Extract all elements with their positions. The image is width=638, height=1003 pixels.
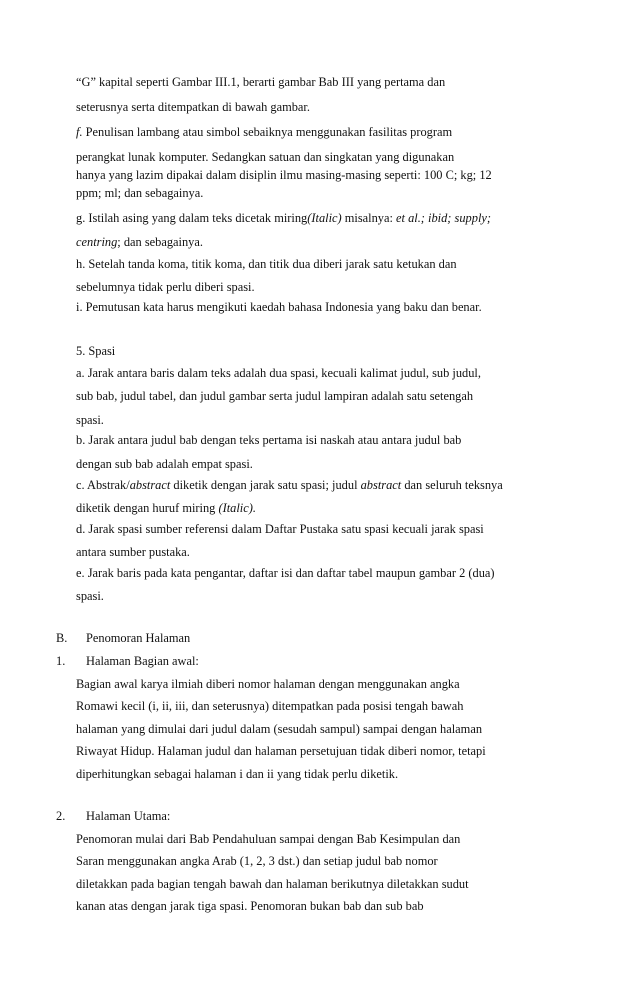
item-2-line: kanan atas dengan jarak tiga spasi. Penomoran bukan bab dan sub bab [76,899,424,913]
italic-term: centring [76,235,118,249]
spasi-heading: 5. Spasi [76,344,116,358]
item-h-line: h. Setelah tanda koma, titik koma, dan titik dua diberi jarak satu ketukan dan [76,257,457,271]
item-1-line: Romawi kecil (i, ii, iii, dan seterusnya) ditempatkan pada posisi tengah bawah [76,699,464,713]
item-2-number: 2. [56,809,66,823]
spasi-c-text: dan seluruh teksnya [401,478,503,492]
item-2-line: diletakkan pada bagian tengah bawah dan halaman berikutnya diletakkan sudut [76,877,469,891]
section-b-title: Penomoran Halaman [86,631,191,645]
section-b-label: B. [56,631,68,645]
item-f-line [76,124,452,140]
section-b-heading [56,630,190,646]
item-2-line: Saran menggunakan angka Arab (1, 2, 3 dst.) dan setiap judul bab nomor [76,854,438,868]
spasi-c-text: c. Abstrak/ [76,478,130,492]
italic-term: (Italic) [307,211,342,225]
item-f-line: hanya yang lazim dipakai dalam disiplin ilmu masing-masing seperti: 100 C; kg; 12 [76,168,492,182]
spasi-e-line: spasi. [76,589,104,603]
spasi-c-line [76,500,256,516]
paragraph-line: “G” kapital seperti Gambar III.1, berarti gambar Bab III yang pertama dan [76,75,446,89]
item-f-line: perangkat lunak komputer. Sedangkan satuan dan singkatan yang digunakan [76,150,455,164]
italic-term: abstract [360,478,402,492]
item-2-heading [56,808,170,824]
spasi-a-line: sub bab, judul tabel, dan judul gambar serta judul lampiran adalah satu setengah [76,389,474,403]
italic-examples: et al.; ibid; supply; [396,211,492,225]
spasi-c-text: diketik dengan huruf miring [76,501,219,515]
item-g-line [76,234,203,250]
item-i-line: i. Pemutusan kata harus mengikuti kaedah bahasa Indonesia yang baku dan benar. [76,300,482,314]
item-h-line: sebelumnya tidak perlu diberi spasi. [76,280,255,294]
spasi-e-line: e. Jarak baris pada kata pengantar, daftar isi dan daftar tabel maupun gambar 2 (dua) [76,566,495,580]
paragraph-line: seterusnya serta ditempatkan di bawah gambar. [76,100,310,114]
item-1-line: Bagian awal karya ilmiah diberi nomor halaman dengan menggunakan angka [76,677,460,691]
spasi-d-line: antara sumber pustaka. [76,545,190,559]
item-g-text: misalnya: [341,211,397,225]
item-g-text: ; dan sebagainya. [117,235,203,249]
item-2-line: Penomoran mulai dari Bab Pendahuluan sampai dengan Bab Kesimpulan dan [76,832,461,846]
item-f-label: f. [76,125,83,139]
spasi-d-line: d. Jarak spasi sumber referensi dalam Daftar Pustaka satu spasi kecuali jarak spasi [76,522,484,536]
item-1-line: halaman yang dimulai dari judul dalam (sesudah sampul) sampai dengan halaman [76,722,483,736]
item-1-line: Riwayat Hidup. Halaman judul dan halaman persetujuan tidak diberi nomor, tetapi [76,744,486,758]
spasi-b-line: b. Jarak antara judul bab dengan teks pertama isi naskah atau antara judul bab [76,433,462,447]
item-1-title: Halaman Bagian awal: [86,654,199,668]
spasi-b-line: dengan sub bab adalah empat spasi. [76,457,253,471]
item-g-text: g. Istilah asing yang dalam teks dicetak miring [76,211,308,225]
spasi-c-text: diketik dengan jarak satu spasi; judul [170,478,361,492]
item-f-line: ppm; ml; dan sebagainya. [76,186,204,200]
italic-term: (Italic). [218,501,256,515]
italic-term: abstract [129,478,171,492]
item-1-line: diperhitungkan sebagai halaman i dan ii yang tidak perlu diketik. [76,767,399,781]
spasi-c-line [76,477,503,493]
spasi-a-line: a. Jarak antara baris dalam teks adalah dua spasi, kecuali kalimat judul, sub judul, [76,366,481,380]
item-1-heading [56,653,199,669]
item-2-title: Halaman Utama: [86,809,171,823]
spasi-a-line: spasi. [76,413,104,427]
item-g-line [76,210,491,226]
item-f-text: Penulisan lambang atau simbol sebaiknya menggunakan fasilitas program [82,125,453,139]
item-1-number: 1. [56,654,66,668]
